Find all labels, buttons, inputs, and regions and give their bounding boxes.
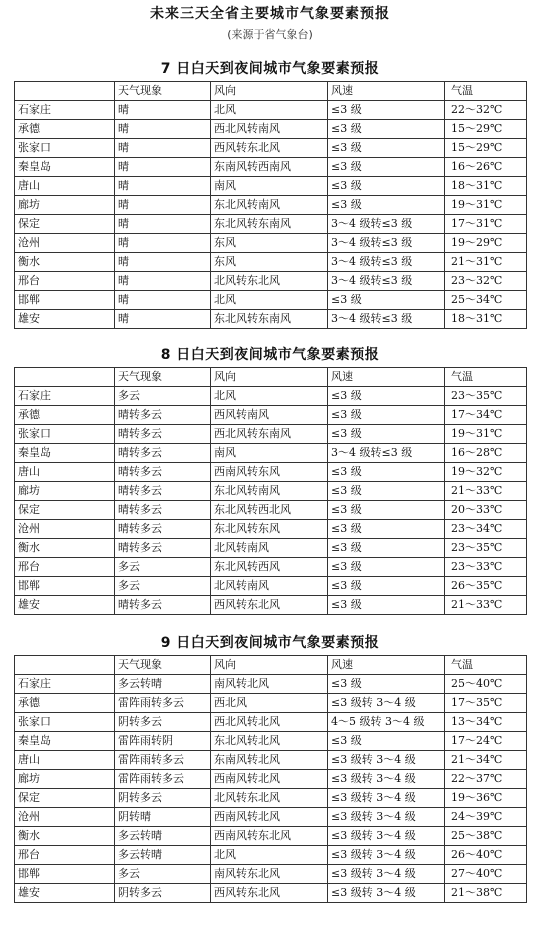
wind-direction-cell: 北风 [211,846,328,865]
section-title: 8 日白天到夜间城市气象要素预报 [160,347,380,363]
city-cell: 石家庄 [15,101,115,120]
temperature-cell: 27～40℃ [445,865,527,884]
table-row [15,158,527,177]
city-cell: 雄安 [15,596,115,615]
wind-direction-cell: 西北风转南风 [211,120,328,139]
wind-speed-cell: ≤3 级 [328,101,445,120]
table-row [15,482,527,501]
city-cell: 衡水 [15,253,115,272]
city-cell: 邯郸 [15,291,115,310]
header-weather: 天气现象 [115,82,211,101]
wind-speed-cell: ≤3 级 [328,196,445,215]
weather-cell: 雷阵雨转多云 [115,751,211,770]
wind-direction-cell: 东北风转西北风 [211,501,328,520]
wind-speed-cell: 3～4 级转≤3 级 [328,272,445,291]
table-row [15,675,527,694]
wind-direction-cell: 西北风转东南风 [211,425,328,444]
table-row [15,751,527,770]
table-row [15,406,527,425]
weather-cell: 晴转多云 [115,406,211,425]
temperature-cell: 21～34℃ [445,751,527,770]
header-temperature: 气温 [445,368,527,387]
city-cell: 秦皇岛 [15,158,115,177]
temperature-cell: 23～32℃ [445,272,527,291]
table-header-row [15,368,527,387]
table-row [15,732,527,751]
temperature-cell: 23～35℃ [445,387,527,406]
wind-direction-cell: 东北风转西风 [211,558,328,577]
temperature-cell: 17～35℃ [445,694,527,713]
weather-cell: 晴 [115,291,211,310]
header-blank [15,656,115,675]
table-row [15,520,527,539]
table-header-row [15,82,527,101]
city-cell: 保定 [15,789,115,808]
header-weather: 天气现象 [115,368,211,387]
wind-speed-cell: ≤3 级转 3～4 级 [328,770,445,789]
temperature-cell: 19～36℃ [445,789,527,808]
city-cell: 唐山 [15,463,115,482]
forecast-section-day7 [14,57,526,329]
weather-cell: 阴转多云 [115,713,211,732]
weather-cell: 晴 [115,120,211,139]
table-row [15,215,527,234]
header-wind-direction: 风向 [211,368,328,387]
table-row [15,808,527,827]
wind-speed-cell: ≤3 级 [328,596,445,615]
city-cell: 秦皇岛 [15,732,115,751]
header-blank [15,82,115,101]
wind-direction-cell: 北风转东北风 [211,272,328,291]
city-cell: 石家庄 [15,387,115,406]
weather-cell: 晴 [115,253,211,272]
wind-direction-cell: 西风转南风 [211,406,328,425]
wind-speed-cell: ≤3 级 [328,120,445,139]
weather-cell: 晴转多云 [115,539,211,558]
wind-direction-cell: 东北风转东风 [211,520,328,539]
header-wind-direction: 风向 [211,82,328,101]
table-row [15,865,527,884]
table-row [15,577,527,596]
wind-direction-cell: 西南风转东北风 [211,827,328,846]
wind-direction-cell: 东北风转东南风 [211,310,328,329]
table-row [15,694,527,713]
wind-speed-cell: 4～5 级转 3～4 级 [328,713,445,732]
temperature-cell: 19～31℃ [445,196,527,215]
wind-speed-cell: ≤3 级转 3～4 级 [328,694,445,713]
weather-cell: 晴 [115,177,211,196]
wind-speed-cell: ≤3 级 [328,139,445,158]
wind-speed-cell: ≤3 级转 3～4 级 [328,884,445,903]
forecast-section-day9 [14,631,526,903]
table-row [15,253,527,272]
weather-cell: 多云 [115,558,211,577]
wind-speed-cell: ≤3 级转 3～4 级 [328,751,445,770]
temperature-cell: 22～37℃ [445,770,527,789]
table-row [15,272,527,291]
table-row [15,196,527,215]
weather-cell: 晴 [115,158,211,177]
wind-direction-cell: 东南风转北风 [211,751,328,770]
wind-speed-cell: ≤3 级 [328,425,445,444]
weather-cell: 多云 [115,577,211,596]
weather-cell: 晴 [115,101,211,120]
city-cell: 邢台 [15,272,115,291]
weather-cell: 多云转晴 [115,827,211,846]
wind-speed-cell: ≤3 级 [328,732,445,751]
city-cell: 邢台 [15,558,115,577]
table-row [15,139,527,158]
temperature-cell: 13～34℃ [445,713,527,732]
temperature-cell: 24～39℃ [445,808,527,827]
weather-cell: 多云 [115,865,211,884]
weather-cell: 多云 [115,387,211,406]
city-cell: 保定 [15,215,115,234]
wind-direction-cell: 北风转东北风 [211,789,328,808]
wind-speed-cell: ≤3 级转 3～4 级 [328,789,445,808]
wind-speed-cell: ≤3 级 [328,558,445,577]
city-cell: 沧州 [15,520,115,539]
wind-direction-cell: 西风转东北风 [211,596,328,615]
wind-speed-cell: ≤3 级转 3～4 级 [328,846,445,865]
table-row [15,101,527,120]
forecast-table [14,655,527,903]
temperature-cell: 23～34℃ [445,520,527,539]
section-title: 9 日白天到夜间城市气象要素预报 [160,635,380,651]
wind-speed-cell: ≤3 级 [328,291,445,310]
temperature-cell: 23～33℃ [445,558,527,577]
wind-direction-cell: 东北风转南风 [211,482,328,501]
table-row [15,310,527,329]
wind-speed-cell: ≤3 级 [328,577,445,596]
city-cell: 承德 [15,406,115,425]
table-row [15,558,527,577]
city-cell: 石家庄 [15,675,115,694]
temperature-cell: 22～32℃ [445,101,527,120]
city-cell: 秦皇岛 [15,444,115,463]
wind-speed-cell: 3～4 级转≤3 级 [328,444,445,463]
city-cell: 邯郸 [15,865,115,884]
forecast-section-day8 [14,343,526,615]
wind-direction-cell: 南风 [211,444,328,463]
weather-cell: 晴 [115,310,211,329]
wind-direction-cell: 东南风转西南风 [211,158,328,177]
wind-direction-cell: 北风 [211,387,328,406]
temperature-cell: 20～33℃ [445,501,527,520]
weather-cell: 多云转晴 [115,846,211,865]
wind-direction-cell: 东北风转北风 [211,732,328,751]
wind-direction-cell: 东风 [211,234,328,253]
section-title: 7 日白天到夜间城市气象要素预报 [160,61,380,77]
weather-cell: 阴转晴 [115,808,211,827]
table-row [15,789,527,808]
temperature-cell: 26～35℃ [445,577,527,596]
weather-cell: 阴转多云 [115,789,211,808]
city-cell: 衡水 [15,539,115,558]
city-cell: 保定 [15,501,115,520]
temperature-cell: 19～29℃ [445,234,527,253]
weather-cell: 晴转多云 [115,596,211,615]
city-cell: 承德 [15,120,115,139]
weather-cell: 雷阵雨转多云 [115,694,211,713]
temperature-cell: 18～31℃ [445,177,527,196]
weather-cell: 晴 [115,196,211,215]
table-header-row [15,656,527,675]
temperature-cell: 16～26℃ [445,158,527,177]
wind-direction-cell: 西北风转北风 [211,713,328,732]
temperature-cell: 25～38℃ [445,827,527,846]
city-cell: 雄安 [15,884,115,903]
wind-direction-cell: 西南风转东风 [211,463,328,482]
weather-cell: 晴转多云 [115,501,211,520]
wind-direction-cell: 西风转东北风 [211,139,328,158]
city-cell: 张家口 [15,425,115,444]
wind-direction-cell: 北风 [211,291,328,310]
weather-cell: 晴转多云 [115,463,211,482]
table-row [15,444,527,463]
header-wind-speed: 风速 [328,82,445,101]
wind-direction-cell: 东北风转南风 [211,196,328,215]
wind-direction-cell: 南风 [211,177,328,196]
table-row [15,387,527,406]
wind-speed-cell: ≤3 级 [328,177,445,196]
city-cell: 唐山 [15,751,115,770]
temperature-cell: 17～31℃ [445,215,527,234]
header-wind-direction: 风向 [211,656,328,675]
header-wind-speed: 风速 [328,368,445,387]
city-cell: 承德 [15,694,115,713]
temperature-cell: 26～40℃ [445,846,527,865]
wind-direction-cell: 南风转东北风 [211,865,328,884]
wind-direction-cell: 北风转南风 [211,539,328,558]
source-note: (来源于省气象台) [227,28,313,41]
wind-speed-cell: ≤3 级 [328,539,445,558]
city-cell: 沧州 [15,808,115,827]
wind-speed-cell: 3～4 级转≤3 级 [328,234,445,253]
wind-speed-cell: ≤3 级转 3～4 级 [328,865,445,884]
temperature-cell: 15～29℃ [445,139,527,158]
temperature-cell: 21～38℃ [445,884,527,903]
header-temperature: 气温 [445,656,527,675]
temperature-cell: 19～32℃ [445,463,527,482]
wind-speed-cell: ≤3 级 [328,406,445,425]
table-row [15,827,527,846]
table-row [15,463,527,482]
wind-direction-cell: 北风转南风 [211,577,328,596]
table-row [15,120,527,139]
wind-speed-cell: 3～4 级转≤3 级 [328,253,445,272]
temperature-cell: 25～34℃ [445,291,527,310]
weather-cell: 雷阵雨转阴 [115,732,211,751]
city-cell: 雄安 [15,310,115,329]
table-row [15,501,527,520]
city-cell: 廊坊 [15,482,115,501]
weather-cell: 晴转多云 [115,444,211,463]
temperature-cell: 21～33℃ [445,482,527,501]
header-temperature: 气温 [445,82,527,101]
wind-speed-cell: ≤3 级 [328,482,445,501]
city-cell: 唐山 [15,177,115,196]
wind-direction-cell: 西北风 [211,694,328,713]
city-cell: 邯郸 [15,577,115,596]
table-row [15,596,527,615]
city-cell: 邢台 [15,846,115,865]
weather-cell: 多云转晴 [115,675,211,694]
temperature-cell: 19～31℃ [445,425,527,444]
city-cell: 沧州 [15,234,115,253]
table-row [15,713,527,732]
wind-speed-cell: 3～4 级转≤3 级 [328,215,445,234]
page-title: 未来三天全省主要城市气象要素预报 [150,6,390,22]
temperature-cell: 17～34℃ [445,406,527,425]
wind-speed-cell: ≤3 级 [328,675,445,694]
forecast-table [14,81,527,329]
wind-direction-cell: 西风转东北风 [211,884,328,903]
city-cell: 廊坊 [15,196,115,215]
temperature-cell: 21～33℃ [445,596,527,615]
table-row [15,425,527,444]
temperature-cell: 15～29℃ [445,120,527,139]
wind-speed-cell: ≤3 级 [328,158,445,177]
weather-cell: 晴 [115,272,211,291]
weather-cell: 晴 [115,139,211,158]
table-row [15,291,527,310]
forecast-table [14,367,527,615]
wind-direction-cell: 南风转北风 [211,675,328,694]
header-wind-speed: 风速 [328,656,445,675]
wind-direction-cell: 西南风转北风 [211,770,328,789]
header-blank [15,368,115,387]
wind-direction-cell: 东风 [211,253,328,272]
city-cell: 张家口 [15,713,115,732]
temperature-cell: 17～24℃ [445,732,527,751]
header-weather: 天气现象 [115,656,211,675]
table-row [15,177,527,196]
weather-cell: 晴转多云 [115,425,211,444]
wind-speed-cell: 3～4 级转≤3 级 [328,310,445,329]
wind-speed-cell: ≤3 级 [328,501,445,520]
temperature-cell: 23～35℃ [445,539,527,558]
wind-speed-cell: ≤3 级 [328,520,445,539]
wind-speed-cell: ≤3 级转 3～4 级 [328,808,445,827]
weather-cell: 阴转多云 [115,884,211,903]
weather-cell: 晴 [115,215,211,234]
wind-speed-cell: ≤3 级转 3～4 级 [328,827,445,846]
weather-cell: 雷阵雨转多云 [115,770,211,789]
city-cell: 张家口 [15,139,115,158]
city-cell: 廊坊 [15,770,115,789]
wind-speed-cell: ≤3 级 [328,463,445,482]
wind-direction-cell: 西南风转北风 [211,808,328,827]
table-row [15,539,527,558]
table-row [15,846,527,865]
wind-speed-cell: ≤3 级 [328,387,445,406]
weather-cell: 晴转多云 [115,520,211,539]
table-row [15,234,527,253]
temperature-cell: 16～28℃ [445,444,527,463]
table-row [15,884,527,903]
table-row [15,770,527,789]
temperature-cell: 25～40℃ [445,675,527,694]
temperature-cell: 18～31℃ [445,310,527,329]
wind-direction-cell: 北风 [211,101,328,120]
city-cell: 衡水 [15,827,115,846]
temperature-cell: 21～31℃ [445,253,527,272]
weather-cell: 晴 [115,234,211,253]
wind-direction-cell: 东北风转东南风 [211,215,328,234]
weather-cell: 晴转多云 [115,482,211,501]
